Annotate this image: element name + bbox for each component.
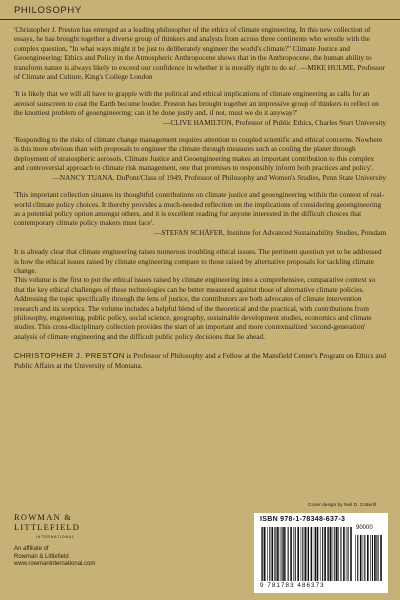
barcode-bar <box>297 527 299 581</box>
barcode-bar <box>360 535 362 581</box>
barcode-bar <box>277 527 279 581</box>
barcode-bar <box>261 527 262 581</box>
barcode-bar <box>307 527 308 581</box>
barcode-bar <box>280 527 281 581</box>
blurb-attribution: —NANCY TUANA, DuPont/Class of 1949, Professor of Philosophy and Women's Studies, Penn State University <box>52 172 386 182</box>
header-rule <box>0 19 400 20</box>
barcode-bar <box>367 535 369 581</box>
blurb-attribution: —STEFAN SCHÄFER, Institute for Advanced Sustainability Studies, Potsdam <box>154 227 386 237</box>
barcode-addon-number: 90000 <box>356 525 373 531</box>
barcode-bar <box>320 527 321 581</box>
blurb-3 <box>14 135 386 182</box>
affiliate-line2: Rowman & Littlefield <box>14 553 69 560</box>
barcode-bar <box>293 527 294 581</box>
isbn-label: ISBN 978-1-78348-637-3 <box>260 516 346 523</box>
blurb-2 <box>14 89 386 127</box>
barcode-bar <box>275 527 276 581</box>
barcode-bar <box>328 527 329 581</box>
barcode-bar <box>363 535 364 581</box>
barcode-bar <box>290 527 292 581</box>
barcode-bar <box>262 527 263 581</box>
blurb-text: 'Responding to the risks of climate change management requires attention to coupled scientific and ethical concerns. Nowhere is this more obvious than with proposals to engineer the climate through measures such as cooling the planet through deployment of stratospheric aerosols. Climate Justice and Geoengineering makes an important contribution to this complex and controversial approach to climate risk management, one that promises to responsibly inform both practices and policy'. <box>14 135 383 173</box>
blurb-text: 'This important collection situates its thoughtful contributions on climate justice and geoengineering within the context of real-world climate policy choices. It thereby provides a much-needed reflection on the implications of considering geoengineering as a potential policy option amongst others, and it is excellent reading for anyone interested in the difficult choices that contemporary climate policy makers must face'. <box>14 190 385 228</box>
barcode-bar <box>348 527 349 581</box>
isbn-barcode-box <box>254 513 388 593</box>
description-paragraph-1: It is already clear that climate engineering raises numerous troubling ethical issues. The pertinent question yet to be addressed is how the ethical issues raised by climate engineering compare to those raised by alternative proposals for tackling climate change. <box>14 247 382 275</box>
publisher-logo-line2: LITTLEFIELD <box>14 522 81 532</box>
publisher-logo <box>14 512 144 542</box>
publisher-logo-line1: ROWMAN & <box>14 512 73 522</box>
barcode-bar <box>334 527 335 581</box>
barcode-bar <box>376 535 377 581</box>
blurb-attribution: —CLIVE HAMILTON, Professor of Public Ethics, Charles Sturt University <box>163 117 386 127</box>
barcode-bar <box>272 527 274 581</box>
blurb-4 <box>14 190 386 237</box>
barcode-bar <box>322 527 323 581</box>
barcode-bar <box>301 527 302 581</box>
barcode-digits: 9 781783 486373 <box>260 582 325 589</box>
barcode-bar <box>269 527 270 581</box>
blurb-1 <box>14 25 386 81</box>
barcode-bar <box>372 535 373 581</box>
barcode-bar <box>327 527 328 581</box>
author-bio <box>14 351 386 370</box>
barcode-bar <box>378 535 379 581</box>
barcode-bar <box>374 535 376 581</box>
barcode-bar <box>274 527 275 581</box>
barcode-bar <box>295 527 296 581</box>
barcode-bar <box>282 527 283 581</box>
blurb-text: 'Christopher J. Preston has emerged as a leading philosopher of the ethics of climate engineering. In this new collection of essays, he has brought together a diverse group of thinkers and analysts from across three continents who wrestle with the complex question, "In what ways might it be just to deliberately engineer the world's climate?" Climate Justice and Geoengineering: Ethics and Policy in the Atmospheric Anthropocene shows that in the Anthropocene, the human ability to transform nature is always likely to exceed our confidence in whether it is morally right to do so'. —MIKE HULME, Professor of Climate and Culture, King's College London <box>14 25 385 82</box>
barcode-bar <box>343 527 345 581</box>
publisher-affiliate <box>14 546 144 569</box>
barcode-bar <box>324 527 326 581</box>
barcode-bar <box>333 527 334 581</box>
barcode-bar <box>314 527 315 581</box>
affiliate-line1: An affiliate of <box>14 546 49 552</box>
publisher-website: www.rowmaninternational.com <box>14 561 96 568</box>
barcode-bar <box>340 527 341 581</box>
barcode-bar <box>357 535 358 581</box>
barcode-bar <box>288 527 289 581</box>
barcode-addon-graphic <box>354 535 382 581</box>
barcode-bar <box>330 527 332 581</box>
barcode-bar <box>315 527 316 581</box>
barcode-bar <box>380 535 382 581</box>
publisher-logo-sub: INTERNATIONAL <box>36 535 75 539</box>
barcode-bar <box>267 527 268 581</box>
author-name: CHRISTOPHER J. PRESTON <box>14 351 125 361</box>
barcode-bar <box>264 527 266 581</box>
author-bio-text: is Professor of Philosophy and a Fellow at the Mansfield Center's Program on Ethics and Public Affairs at the University of Montana. <box>14 351 386 370</box>
publisher-block <box>14 512 144 569</box>
barcode-bar <box>305 527 307 581</box>
description-paragraph-2: This volume is the first to put the ethical issues raised by climate engineering into a comprehensive, comparative context so that the key ethical challenges of these technologies can be better measured against those of alternative climate policies. Addressing the topic specifically through the lens of justice, the contributors are both advocates of climate intervention research and its sceptics. The volume includes a helpful blend of the theoretical and the practical, with contributions from philosophy, engineering, public policy, social science, geography, sustainable development studies, economics and climate studies. This cross-disciplinary collection provides the start of an important and more contextualized 'second-generation' analysis of climate engineering and the difficult public policy decisions that lie ahead. <box>14 275 376 341</box>
barcode-bar <box>311 527 313 581</box>
barcode-bar <box>355 535 356 581</box>
category-label: PHILOSOPHY <box>14 5 82 16</box>
barcode-bar <box>285 527 286 581</box>
barcode-bar <box>346 527 347 581</box>
barcode-bar <box>370 535 371 581</box>
cover-credit: Cover design by Neil D. Cotterill <box>308 503 376 508</box>
barcode-bar <box>308 527 309 581</box>
barcode-bar <box>364 535 365 581</box>
barcode-bar <box>302 527 303 581</box>
barcode-bar <box>317 527 319 581</box>
barcode-bar <box>336 527 338 581</box>
barcode-bar <box>283 527 285 581</box>
barcode-bar <box>350 527 352 581</box>
blurb-text: 'It is likely that we will all have to grapple with the political and ethical implications of climate engineering as calls for an aerosol sunscreen to coat the Earth become louder. Preston has brought together an impressive group of thinkers to reflect on the knottiest problem of geoengineering: can it be done justly and, if not, must we do it anyway?' <box>14 89 379 118</box>
barcode-bar <box>338 527 339 581</box>
back-cover-text <box>14 25 386 377</box>
barcode-graphic <box>260 527 352 581</box>
